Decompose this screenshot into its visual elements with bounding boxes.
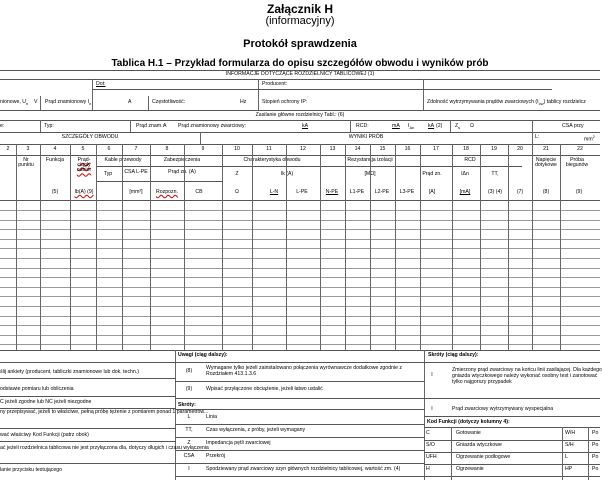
hz-unit: Hz [240,99,247,105]
zs-label: Z [455,123,459,129]
table-row[interactable] [0,248,600,249]
tt-col-header: TT, [491,171,499,177]
l-label: L: [535,134,540,140]
function-name: Gotowanie [456,430,481,436]
ip-rating-label: Stopień ochrony IP: [262,99,308,105]
right-remark-2-code: I [431,406,433,412]
column-number: 19 [491,146,497,152]
table-row[interactable] [0,229,600,230]
recognition-header: Rozpozn. [156,189,178,195]
touch-voltage-header: Napięcie dotykowe [535,157,557,169]
function-code-2: HP [565,466,573,472]
left-remark-item: ślij ankiety (producent, tabliczki znamionowe lub dok. techn.) [0,369,139,375]
l2-pe-header: L2-PE [374,189,390,195]
load-current-header: Prąd-ciągły odbiór [76,157,92,174]
column-number: 11 [266,146,272,152]
function-code-title: Kod Funkcji (dotyczy kolumny 4): [427,419,510,425]
function-code-2: L [565,454,568,460]
abbrev-cont-title: Skróty (ciąg dalszy): [428,352,479,358]
function-code-2: W/H [565,430,576,436]
function-name: Gniazda wtyczkowe [456,442,502,448]
rated-current-2-label: Prąd znam.: [136,123,164,129]
function-header: Funkcja [45,157,65,163]
right-remark-2-text: Prąd zwarciowy wytrzymywany wyspecjalna [452,406,554,412]
table-row[interactable] [0,316,600,317]
table-row[interactable] [0,325,600,326]
column-divider [420,144,421,350]
column-divider [370,144,371,350]
zs-col-header: Z [235,171,239,177]
l3-pe-header: L3-PE [399,189,415,195]
type-prefix: e: [0,123,5,129]
column-number: 4 [53,146,57,152]
producent-label: Producent: [262,81,288,87]
amp-col-unit: [A] [428,189,436,195]
column-divider [508,144,509,350]
column-number: 21 [543,146,549,152]
abbrev-text: Czas wyłączenia, z próby, jeżeli wymagany [206,427,306,433]
table-row[interactable] [0,239,600,240]
function-name-2: Po [592,442,599,448]
table-row[interactable] [0,287,600,288]
insulation-header: Rezystancja izolacji [347,157,393,163]
load-current-sub: Ib(A) (9) [74,189,94,195]
function-name-2: Po [592,466,599,472]
mohm-header: [MΩ] [364,171,376,177]
abbrev-text: Impedancja pętli zwarciowej [206,440,271,446]
abbrev-title: Skróty: [178,402,196,408]
ka-unit-2: kA [428,123,435,129]
board-info-heading: INFORMACJE DOTYCZĄCE ROZDZIELNICY TABLICOWEJ (1) [225,71,375,77]
rated-current-label: Prąd znamionowy I [45,99,90,105]
column-divider [480,144,481,350]
column-number: 14 [354,146,361,152]
volt-unit: V [34,99,38,105]
table-row[interactable] [0,268,600,269]
function-code: H [426,466,430,472]
left-remark-item: C jeżeli zgodne lub NC jeżeli niezgodne [0,399,92,405]
table-row[interactable] [0,335,600,336]
mm2-unit: mm [584,136,593,143]
column-divider [252,144,253,350]
note-2: (2) [436,123,443,129]
column-number: 13 [329,146,336,152]
column-divider [532,144,533,350]
column-divider [16,144,17,350]
test-results-heading: WYNIKI PRÓB [348,134,384,140]
column-divider [150,144,151,350]
function-name-2: Po [592,454,599,460]
csa-label: CSA przy [562,123,584,129]
abbrev-code: Z [187,440,191,446]
amp-unit-2: A [163,123,167,129]
csa-lpe-header: CSA L-PE [124,169,148,175]
remarks-cont-title: Uwagi (ciąg dalszy): [178,352,228,358]
column-divider [395,144,396,350]
column-number: 16 [404,146,411,152]
table-row[interactable] [0,296,600,297]
ohm-col-unit: Ω [235,189,239,195]
function-code: UFH [426,454,437,460]
rated-protection-header: Prąd zn. (A) [168,169,196,175]
column-divider [286,144,287,350]
ma-unit: mA [392,123,400,129]
column-number: 22 [577,146,583,152]
column-number: 20 [517,146,523,152]
l-n-header: L-N [269,189,279,195]
column-number: 12 [300,146,306,152]
function-name: Ogrzewanie podłogowe [456,454,511,460]
table-row[interactable] [0,220,600,221]
protection-header: Zabezpieczenia [163,157,201,163]
note-9: (9) [575,189,583,195]
column-divider [122,144,123,350]
column-number: 8 [165,146,169,152]
remark-8-text: Wymagane tylko jeżeli zainstalowano połączenia wyrównawcze dodatkowe zgodnie z Rozdziałem 413.1.3.6 [206,365,403,377]
cb-header: CB [195,189,203,195]
point-number-header: Nr punktu [18,157,34,169]
short-circuit-rated-label: Prąd znamionowy zwarciowy: [178,123,247,129]
abbrev-code: L [187,414,191,420]
column-divider [222,144,223,350]
abbrev-text: Linia [206,414,217,420]
column-divider [96,144,97,350]
n-pe-header: N-PE [325,189,339,195]
left-remark-item: ny przepisywać, jeżeli to właściwe, pełną próbę tężenie z pomiarem ponad 1 parametrów... [0,409,209,415]
right-remark-1-code: I [431,372,433,378]
column-number: 10 [234,146,240,152]
table-row[interactable] [0,210,600,211]
column-number: 15 [379,146,386,152]
type-label: Typ: [44,123,54,129]
table-row[interactable] [0,258,600,259]
table-title: Tablica H.1 – Przykład formularza do opisu szczegółów obwodu i wyników prób [111,58,489,69]
mm2-col-unit: [mm²] [129,189,143,195]
ohm-unit: Ω [470,123,474,129]
note-7: (7) [516,189,524,195]
left-remark-item: odstawie pomiaru lub obliczenia [0,386,74,392]
abbrev-code: TT, [185,427,193,433]
voltage-label: nionowe, U [0,99,26,105]
note-3-4: (3) (4) [487,189,503,195]
column-number: 9 [201,146,205,152]
column-divider [345,144,346,350]
remark-9-code: (9) [185,386,193,392]
column-number: 18 [463,146,469,152]
dot-label: Dot: [96,81,106,87]
note-5: (5) [51,189,59,195]
annex-note: (informacyjny) [265,15,335,27]
note-8: (8) [542,189,550,195]
function-code-2: S/H [565,442,574,448]
column-number: 2 [6,146,10,152]
idn-col-header: IΔn [461,171,469,177]
document-title: Protokół sprawdzenia [243,38,357,50]
amp-unit-1: A [128,99,132,105]
cable-type-header: Typ [103,171,113,177]
l-pe-header: L-PE [296,189,308,195]
circuit-char-header: Charakterystyka obwodu [243,157,301,163]
function-code: C [426,430,430,436]
rcd-header: RCD [464,157,476,163]
abbrev-code: I [188,466,190,472]
column-divider [184,144,185,350]
column-number: 5 [81,146,85,152]
l1-pe-header: L1-PE [349,189,365,195]
function-name: Ogrzewanie [456,466,484,472]
column-divider [560,144,561,350]
function-name-2: Po [592,430,599,436]
circuit-details-heading: SZCZEGÓŁY OBWODU [61,134,119,140]
table-row[interactable] [0,277,600,278]
annex-title: Załącznik H [266,2,334,16]
short-circuit-label: Zdolność wytrzymywania prądów zwarciowych (I [427,99,539,105]
ma-col-unit: [mA] [459,189,471,195]
column-divider [320,144,321,350]
left-remark-item: wać właściwy Kod Funkcji (patrz obok) [0,432,89,438]
column-number: 3 [26,146,30,152]
ka-unit-1: kA [302,123,309,129]
polarity-header: Próba biegunów [565,157,589,169]
column-number: 6 [107,146,111,152]
table-row[interactable] [0,344,600,345]
left-remark-item: ać jeżeli rozdzielnica tablicowa nie jest przyłączona dla, dotyczy długich i czasu wyłączenia [0,445,209,451]
ik-col-header: Ik (A) [280,171,294,177]
left-remark-item: lanie przycisku testującego [0,467,62,473]
remark-9-text: Wpisać przyłączone obciążenie, jeżeli łatwo ustalić [206,386,323,392]
function-code: S/O [426,442,435,448]
rcd-rated-header: Prąd zn. [422,171,442,177]
right-remark-1-text: Zmierzony prąd zwarciowy na końcu linii zasilającej. Dla każdego gniazda wtyczkowego należy wykonać osobny test i zanotować tylko najgorszy przypadek [452,367,602,385]
rcd-label: RCD: [356,123,369,129]
table-row[interactable] [0,306,600,307]
abbrev-text: Przekrój [206,453,226,459]
column-divider [70,144,71,350]
column-number: 17 [433,146,439,152]
abbrev-code: CSA [183,453,195,459]
frequency-label: Częstotliwość: [152,99,186,105]
remark-8-code: (8) [185,368,193,374]
cables-header: Kable przewody [104,157,142,163]
main-supply-heading: Zasilanie główne rozdzielnicy Tabl.: (6) [255,112,345,118]
column-number: 7 [134,146,138,152]
column-divider [452,144,453,350]
idn-label: I [408,123,410,129]
abbrev-text: Spodziewany prąd zwarciowy szyn głównych rozdzielnicy tablicowej, wartość zm. (4) [206,466,401,472]
column-divider [40,144,41,350]
